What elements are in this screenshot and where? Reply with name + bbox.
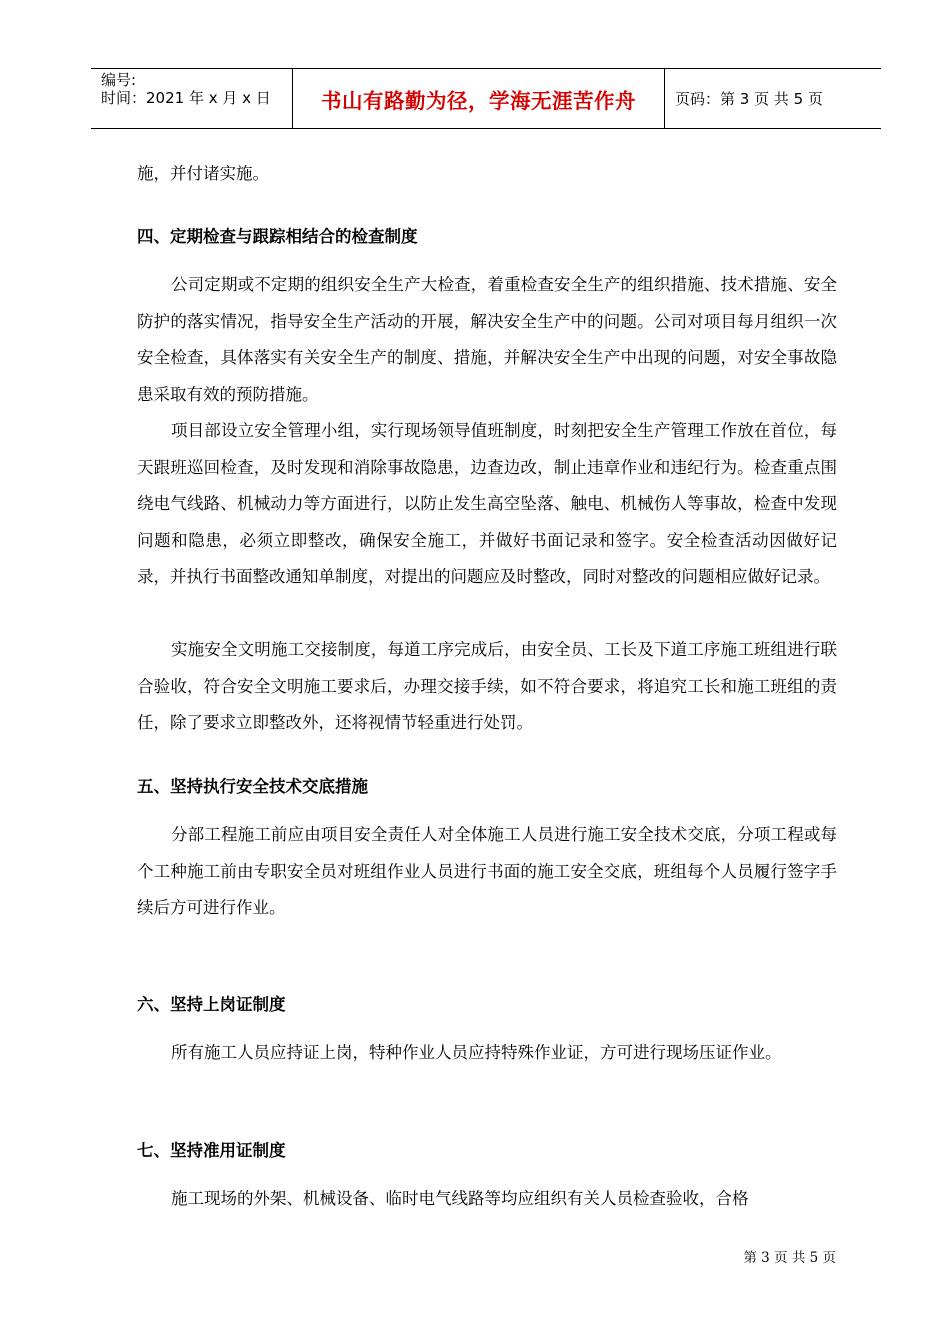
section-heading-5: 五、坚持执行安全技术交底措施 <box>137 777 368 796</box>
page-footer: 第 3 页 共 5 页 <box>743 1250 836 1266</box>
header-number-label: 编号: <box>101 71 137 89</box>
header-time-label: 时间：2021 年 x 月 x 日 <box>101 89 271 107</box>
paragraph-handover-system: 实施安全文明施工交接制度，每道工序完成后，由安全员、工长及下道工序施工班组进行联合验收，符合安全文明施工要求后，办理交接手续，如不符合要求，将追究工长和施工班组的责任，除了要求立即整改外，还将视情节轻重进行处罚。 <box>137 640 837 732</box>
header-motto: 书山有路勤为径，学海无涯苦作舟 <box>321 88 636 113</box>
paragraph-project-inspection: 项目部设立安全管理小组，实行现场领导值班制度，时刻把安全生产管理工作放在首位，每天跟班巡回检查，及时发现和消除事故隐患，边查边改，制止违章作业和违纪行为。检查重点围绕电气线路、机械动力等方面进行，以防止发生高空坠落、触电、机械伤人等事故，检查中发现问题和隐患，必须立即整改，确保安全施工，并做好书面记录和签字。安全检查活动因做好记录，并执行书面整改通知单制度，对提出的问题应及时整改，同时对整改的问题相应做好记录。 <box>137 421 837 586</box>
paragraph-company-inspection: 公司定期或不定期的组织安全生产大检查，着重检查安全生产的组织措施、技术措施、安全防护的落实情况，指导安全生产活动的开展，解决安全生产中的问题。公司对项目每月组织一次安全检查，具体落实有关安全生产的制度、措施，并解决安全生产中出现的问题，对安全事故隐患采取有效的预防措施。 <box>137 275 837 404</box>
paragraph-permit: 施工现场的外架、机械设备、临时电气线路等均应组织有关人员检查验收，合格 <box>171 1189 749 1208</box>
paragraph-certificate: 所有施工人员应持证上岗，特种作业人员应持特殊作业证，方可进行现场压证作业。 <box>171 1043 782 1062</box>
paragraph-continuation: 施，并付诸实施。 <box>137 164 269 183</box>
paragraph-technical-briefing: 分部工程施工前应由项目安全责任人对全体施工人员进行施工安全技术交底，分项工程或每个工种施工前由专职安全员对班组作业人员进行书面的施工安全交底，班组每个人员履行签字手续后方可进行作业。 <box>137 825 837 917</box>
header-page-cell <box>665 69 881 128</box>
header-meta-cell <box>91 69 293 128</box>
header-page-info: 页码：第 3 页 共 5 页 <box>675 90 823 108</box>
document-header <box>91 68 881 129</box>
section-heading-6: 六、坚持上岗证制度 <box>137 995 286 1014</box>
section-heading-7: 七、坚持准用证制度 <box>137 1141 286 1160</box>
header-motto-cell <box>293 69 665 128</box>
section-heading-4: 四、定期检查与跟踪相结合的检查制度 <box>137 227 418 246</box>
